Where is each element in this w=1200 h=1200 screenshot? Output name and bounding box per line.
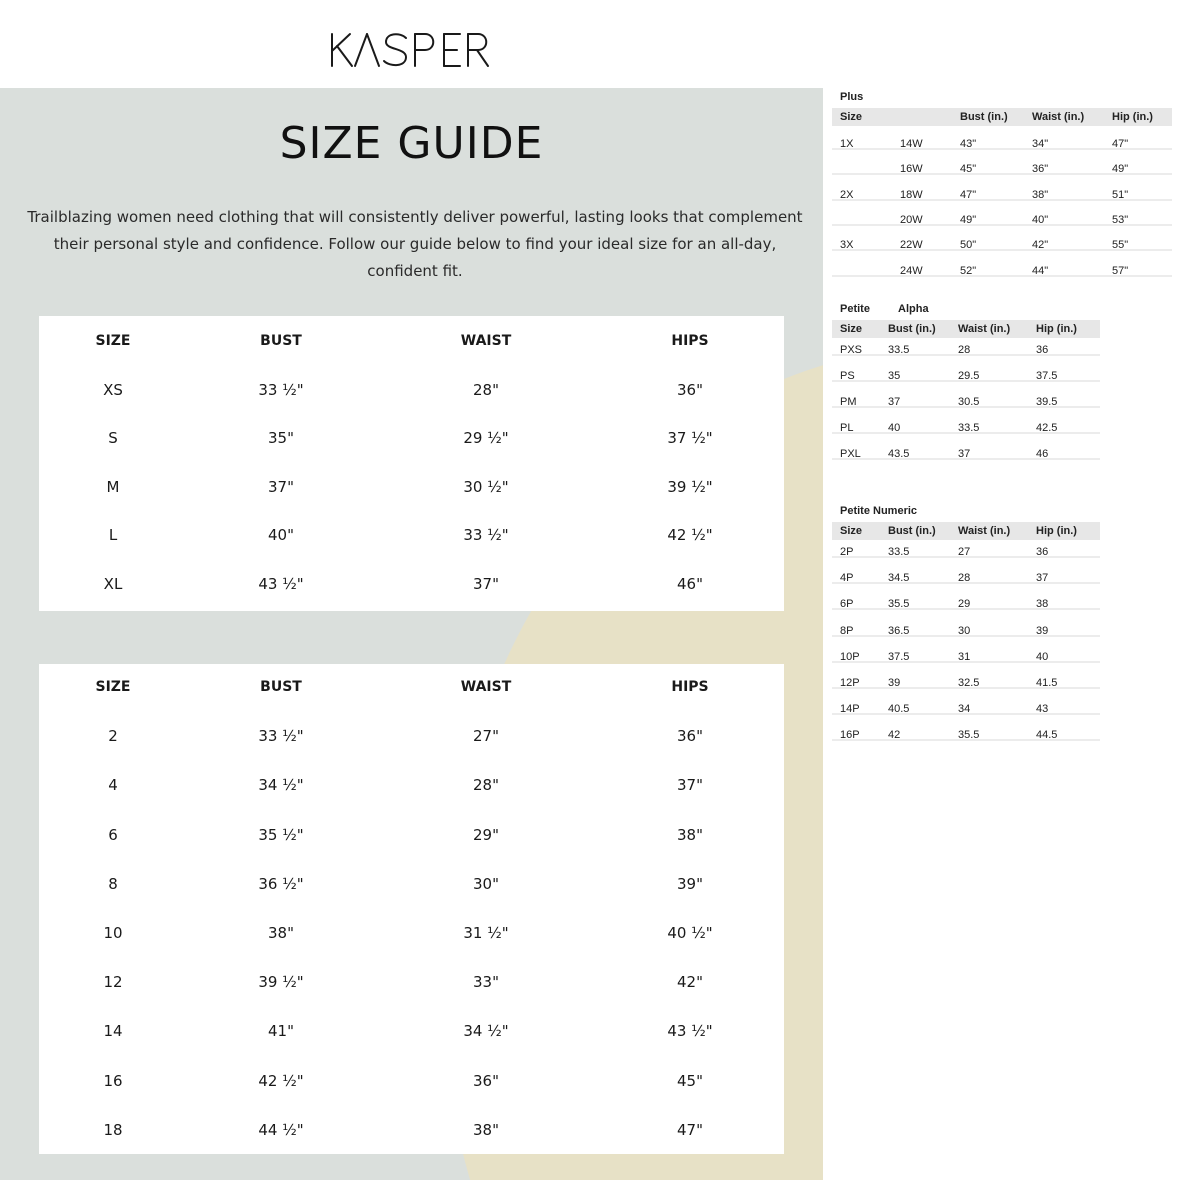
table-cell: 47": [960, 188, 977, 201]
table-cell: 12: [103, 973, 123, 992]
table-cell: 38": [268, 924, 294, 942]
table-cell: 33 ½": [258, 727, 304, 746]
header-cell-hips: HIPS: [671, 679, 709, 695]
table-cell: 47": [677, 1120, 703, 1139]
table-row: [39, 520, 784, 550]
petite-alpha-table: [822, 300, 1102, 490]
table-cell: 39.5: [1036, 396, 1058, 408]
table-cell: 29: [958, 598, 971, 611]
intro-text: Trailblazing women need clothing that will consistently deliver powerful, lasting looks that complement their personal style and confidence. Follow our guide below to find your ideal size for an all-day, confident fit.: [27, 208, 803, 280]
table-cell: 30: [958, 624, 971, 637]
table-cell: 42 ½": [258, 1071, 304, 1090]
plus-size-table: [822, 88, 1182, 288]
table-row: [39, 1115, 784, 1145]
table-cell: 16: [103, 1071, 123, 1090]
table-cell: PXL: [840, 448, 861, 460]
table-cell: 27: [958, 546, 971, 558]
table-cell: 42.5: [1036, 422, 1058, 434]
header-cell-waist: WAIST: [460, 679, 512, 695]
table-cell: 14P: [840, 703, 860, 716]
table-cell: 28: [958, 572, 971, 585]
table-cell: 8P: [840, 624, 854, 637]
table-cell: 43": [960, 138, 977, 150]
table-cell: 16W: [900, 163, 923, 176]
table-row: [39, 869, 784, 899]
table-cell: 2: [108, 727, 118, 746]
table-cell: 37: [888, 396, 901, 408]
table-cell: 36.5: [888, 624, 910, 637]
brand-logo-text: KASPER: [300, 24, 304, 25]
table-cell: 18: [103, 1120, 123, 1139]
table-cell: 42: [888, 729, 901, 742]
table-cell: 53": [1112, 213, 1129, 226]
table-label: Plus: [840, 91, 864, 103]
table-cell: 40: [888, 422, 901, 434]
header-cell-bust: BUST: [260, 333, 302, 349]
table-cell: 44": [1032, 264, 1049, 277]
table-cell: 38": [1032, 188, 1049, 201]
table-cell: 38: [1036, 598, 1049, 611]
table-cell: 39 ½": [258, 973, 304, 992]
table-cell: 2X: [840, 188, 854, 201]
table-cell: 34.5: [888, 572, 910, 585]
table-cell: 36 ½": [258, 874, 304, 893]
table-cell: 47": [1112, 138, 1129, 150]
table-cell: 36: [1036, 546, 1049, 558]
table-cell: 55": [1112, 239, 1129, 252]
table-cell: 38": [473, 1120, 499, 1139]
table-cell: 37": [473, 574, 499, 593]
table-cell: 40 ½": [667, 924, 713, 942]
table-cell: 49": [1112, 163, 1129, 176]
table-row: [39, 472, 784, 502]
table-cell: 39: [1036, 624, 1049, 637]
table-cell: 35: [888, 370, 901, 382]
table-cell: 28": [473, 380, 499, 399]
table-cell: 42": [1032, 239, 1049, 252]
table-cell: 57": [1112, 264, 1129, 277]
table-cell: 43.5: [888, 448, 910, 460]
petite-numeric-table: [822, 502, 1102, 747]
table-cell: 49": [960, 213, 977, 226]
table-cell: PL: [840, 422, 854, 434]
table-cell: 36": [1032, 163, 1049, 176]
table-cell: 29.5: [958, 370, 980, 382]
table-cell: 39": [677, 874, 703, 893]
table-row: [39, 918, 784, 948]
table-cell: 30": [473, 874, 499, 893]
header-cell: Waist (in.): [958, 323, 1011, 335]
table-cell: 51": [1112, 188, 1129, 201]
table-cell: 37": [677, 776, 703, 795]
header-cell-size: SIZE: [95, 679, 131, 695]
header-cell: Size: [840, 111, 863, 123]
table-cell: 35.5: [958, 729, 980, 742]
table-cell: 37.5: [1036, 370, 1058, 382]
table-cell: PXS: [840, 344, 863, 356]
header-cell: Hip (in.): [1036, 323, 1077, 335]
table-cell: PS: [840, 370, 855, 382]
table-cell: 34 ½": [463, 1022, 509, 1041]
table-cell: 42 ½": [667, 526, 713, 544]
table-cell: 40": [268, 526, 294, 544]
table-cell: 29 ½": [463, 429, 509, 447]
table-cell: 41.5: [1036, 677, 1058, 689]
table-cell: M: [106, 477, 120, 496]
table-cell: 33.5: [958, 422, 980, 434]
page-title: SIZE GUIDE: [279, 118, 544, 169]
table-cell: 28": [473, 776, 499, 795]
table-cell: PM: [840, 396, 857, 408]
table-cell: 10: [103, 924, 123, 942]
header-cell: Bust (in.): [960, 111, 1008, 123]
table-cell: 52": [960, 264, 977, 277]
table-cell: 40.5: [888, 703, 910, 716]
table-cell: 36": [677, 380, 703, 399]
table-cell: 42": [677, 973, 703, 992]
table-label: Alpha: [898, 303, 929, 315]
header-cell: Bust (in.): [888, 525, 936, 537]
table-cell: XL: [103, 574, 123, 593]
table-cell: 24W: [900, 264, 923, 277]
table-cell: 10P: [840, 650, 860, 663]
table-row: [39, 375, 784, 405]
table-cell: 27": [473, 727, 499, 746]
table-row: [39, 569, 784, 599]
table-cell: 44.5: [1036, 729, 1058, 742]
table-cell: 6: [108, 825, 118, 844]
table-cell: 35.5: [888, 598, 910, 611]
table-cell: 40": [1032, 213, 1049, 226]
header-cell: Size: [840, 323, 863, 335]
header-cell-bust: BUST: [260, 679, 302, 695]
table-cell: 3X: [840, 239, 854, 252]
table-cell: 31: [958, 650, 971, 663]
table-cell: 36: [1036, 344, 1049, 356]
table-cell: 6P: [840, 598, 854, 611]
header-cell: Size: [840, 525, 863, 537]
header-cell: Bust (in.): [888, 323, 936, 335]
table-cell: L: [108, 526, 118, 544]
table-cell: 43: [1036, 703, 1049, 716]
table-cell: 37: [1036, 572, 1049, 585]
table-cell: 35": [268, 429, 294, 447]
table-cell: 33 ½": [258, 380, 304, 399]
table-row: [39, 1066, 784, 1096]
table-cell: 30 ½": [463, 477, 509, 496]
header-cell: Waist (in.): [1032, 111, 1085, 123]
table-cell: 37": [268, 477, 294, 496]
table-row: [39, 1016, 784, 1046]
table-row: [39, 770, 784, 800]
table-cell: 33.5: [888, 344, 910, 356]
table-cell: 12P: [840, 677, 860, 689]
table-cell: 1X: [840, 138, 854, 150]
table-cell: 14: [103, 1022, 123, 1041]
table-cell: 20W: [900, 213, 923, 226]
table-cell: 33 ½": [463, 526, 509, 544]
table-cell: 46: [1036, 448, 1049, 460]
table-row: [39, 721, 784, 751]
table-cell: 33": [473, 973, 499, 992]
table-cell: 2P: [840, 546, 854, 558]
table-cell: 4: [108, 776, 118, 795]
table-cell: 37.5: [888, 650, 910, 663]
table-cell: 39: [888, 677, 901, 689]
table-label: Petite Numeric: [840, 505, 918, 517]
table-row: [39, 820, 784, 850]
table-cell: 33.5: [888, 546, 910, 558]
table-cell: 4P: [840, 572, 854, 585]
table-cell: 34": [1032, 138, 1049, 150]
numeric-size-table: [39, 664, 784, 1154]
header-cell-size: SIZE: [95, 333, 131, 349]
table-header-row: [39, 672, 784, 702]
table-cell: 37: [958, 448, 971, 460]
table-row: [39, 967, 784, 997]
table-cell: 46": [677, 574, 703, 593]
table-cell: S: [108, 429, 118, 447]
table-cell: 36": [677, 727, 703, 746]
table-cell: 16P: [840, 729, 860, 742]
table-cell: 8: [108, 874, 118, 893]
table-cell: 45": [960, 163, 977, 176]
table-cell: XS: [103, 380, 123, 399]
table-cell: 14W: [900, 138, 923, 150]
alpha-size-table: [39, 316, 784, 611]
table-cell: 41": [268, 1022, 294, 1041]
table-cell: 39 ½": [667, 477, 713, 496]
table-cell: 38": [677, 825, 703, 844]
table-cell: 40: [1036, 650, 1049, 663]
header-cell: Hip (in.): [1036, 525, 1077, 537]
table-cell: 37 ½": [667, 429, 713, 447]
table-label: Petite: [840, 303, 870, 315]
table-cell: 45": [677, 1071, 703, 1090]
table-cell: 18W: [900, 188, 923, 201]
header-cell: Waist (in.): [958, 525, 1011, 537]
table-cell: 43 ½": [667, 1022, 713, 1041]
table-cell: 35 ½": [258, 825, 304, 844]
table-cell: 32.5: [958, 677, 980, 689]
table-header-row: [39, 326, 784, 356]
brand-logo-mark: [300, 24, 520, 74]
table-cell: 43 ½": [258, 574, 304, 593]
header-cell-waist: WAIST: [460, 333, 512, 349]
table-cell: 50": [960, 239, 977, 252]
table-cell: 44 ½": [258, 1120, 304, 1139]
table-cell: 34 ½": [258, 776, 304, 795]
table-cell: 34: [958, 703, 971, 716]
table-cell: 22W: [900, 239, 923, 252]
table-cell: 31 ½": [463, 924, 509, 942]
table-cell: 36": [473, 1071, 499, 1090]
brand-logo: [300, 24, 520, 74]
table-cell: 30.5: [958, 396, 980, 408]
table-cell: 28: [958, 344, 971, 356]
table-cell: 29": [473, 825, 499, 844]
header-cell-hips: HIPS: [671, 333, 709, 349]
table-row: [39, 423, 784, 453]
header-cell: Hip (in.): [1112, 111, 1153, 123]
